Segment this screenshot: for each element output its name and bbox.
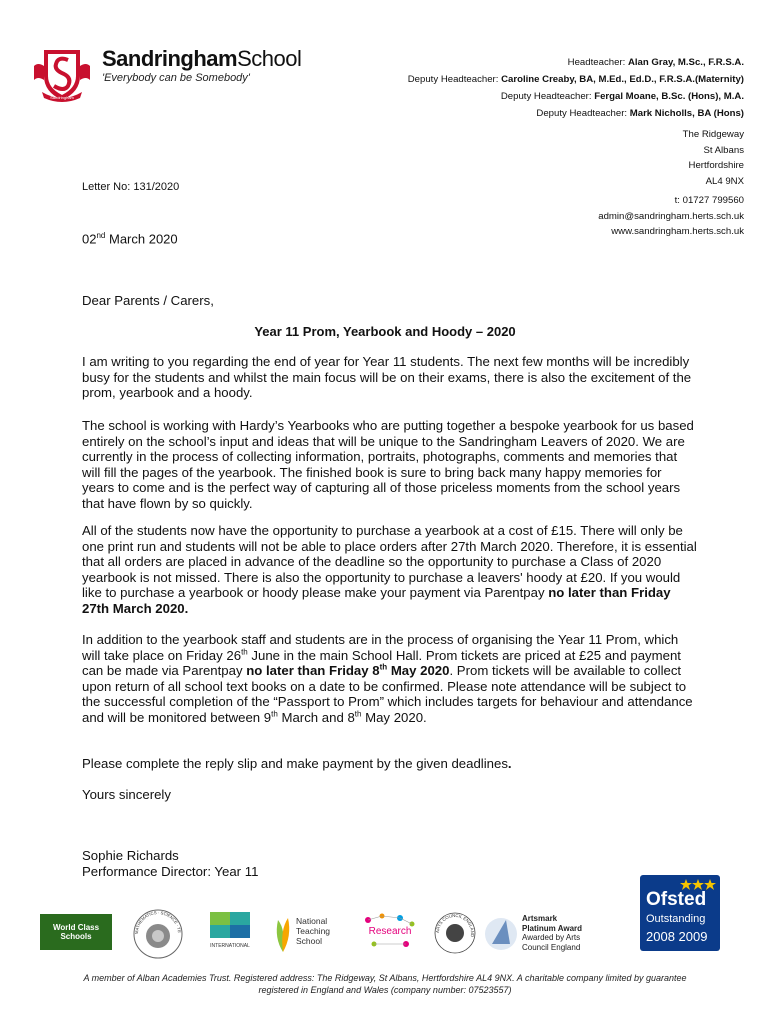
staff-role: Deputy Headteacher: xyxy=(500,91,592,102)
ofsted-name: Ofsted xyxy=(646,889,707,910)
school-crest-logo xyxy=(30,46,94,104)
staff-deputy-3 xyxy=(408,105,744,122)
artsmark-title: Artsmark xyxy=(522,914,558,923)
prom-text: June in the main School Hall. Prom tickets are priced at £25 and payment can be made via Parentpay xyxy=(82,647,681,679)
world-class-label: World Class Schools xyxy=(52,923,100,941)
artsmark-awarded-by: Awarded by Arts xyxy=(522,933,581,942)
staff-deputy-1 xyxy=(408,71,744,88)
ofsted-outstanding-logo xyxy=(640,875,720,951)
ofsted-years: 2008 2009 xyxy=(646,929,708,944)
signatory-title: Performance Director: Year 11 xyxy=(82,863,259,879)
paragraph-intro: I am writing to you regarding the end of year for Year 11 students. The next few months will be incredibly busy for the students and whilst the main focus will be on their exams, there is also the excitement of the prom, yearbook and a hoody. xyxy=(82,354,692,401)
school-address xyxy=(683,127,744,189)
research-label: Research xyxy=(368,926,412,937)
date-day: 02 xyxy=(82,231,97,247)
footer-note-line: registered in England and Wales (company number: 07523557) xyxy=(258,985,512,995)
letter-date xyxy=(82,231,178,246)
staff-name: Alan Gray, M.Sc., F.R.S.A. xyxy=(627,57,744,68)
prom-deadline-text: no later than Friday 8 xyxy=(246,663,380,679)
date-rest: March 2020 xyxy=(105,231,178,247)
staff-deputy-2 xyxy=(408,88,744,105)
intl-label: INTERNATIONAL xyxy=(210,943,250,949)
phone-number: t: 01727 799560 xyxy=(674,195,744,206)
artsmark-sail-icon xyxy=(484,914,518,954)
purchase-deadline: no later than Friday 27th March 2020. xyxy=(82,585,671,616)
signature-block xyxy=(82,848,697,879)
world-class-schools-logo xyxy=(40,914,112,950)
address-line: AL4 9NX xyxy=(705,175,744,187)
school-name xyxy=(102,46,301,72)
school-contact xyxy=(598,193,744,240)
signatory-name: Sophie Richards xyxy=(82,848,179,863)
date-suffix: nd xyxy=(96,231,106,240)
arts-council-logo xyxy=(434,912,476,954)
ntsc-text xyxy=(296,916,330,946)
reply-text: Please complete the reply slip and make payment by the given deadlines xyxy=(82,756,508,771)
prom-deadline-text: May 2020 xyxy=(387,663,450,679)
reply-period: . xyxy=(507,756,512,771)
address-line: Hertfordshire xyxy=(688,160,744,171)
prom-text: March and 8 xyxy=(277,709,355,725)
maths-science-technology-logo xyxy=(132,908,184,960)
staff-name: Mark Nicholls, BA (Hons) xyxy=(629,108,744,119)
ntsc-line: National xyxy=(296,916,328,926)
artsmark-subtitle: Platinum Award xyxy=(522,923,583,933)
website-link[interactable]: www.sandringham.herts.sch.uk xyxy=(611,226,744,237)
closing: Yours sincerely xyxy=(82,787,171,802)
email-address[interactable]: admin@sandringham.herts.sch.uk xyxy=(598,210,744,222)
footer-note-line: A member of Alban Academies Trust. Registered address: The Ridgeway, St Albans, Hertfordshire AL4 9NX. A charitable company limited by guarantee xyxy=(83,973,687,983)
staff-role: Deputy Headteacher: xyxy=(407,74,499,85)
artsmark-platinum-logo xyxy=(484,912,594,956)
ntsc-line: School xyxy=(296,936,322,946)
artsmark-text xyxy=(522,914,582,952)
maths-arc-text: MATHEMATICS · SCIENCE · TE xyxy=(133,909,182,935)
ordinal-suffix: th xyxy=(271,709,278,719)
footer-registration-note xyxy=(0,972,770,996)
school-name-bold: Sandringham xyxy=(102,46,238,71)
staff-name: Caroline Creaby, BA, M.Ed., Ed.D., F.R.S.A.(Maternity) xyxy=(501,74,744,85)
crest-banner-text: Sandringham xyxy=(50,95,74,100)
address-line: St Albans xyxy=(703,144,744,156)
staff-role: Headteacher: xyxy=(567,57,626,68)
prom-text: . Prom tickets will be available to collect upon return of all school text books on a date to be confirmed. Please note attendance will be subject to the successful completion of the “Passport to Prom” which includes targets for behaviour and attendance and will be monitored between 9 xyxy=(82,663,693,725)
paragraph-yearbook: The school is working with Hardy’s Yearbooks who are putting together a bespoke yearbook for us based entirely on the school’s input and ideas that will be unique to the Sandringham Leavers of 2020. We are currently in the process of collecting information, portraits, photographs, comments and memories that will fill the pages of the yearbook. The finished book is sure to bring back many happy memories for years to come and is the perfect way of capturing all of those priceless moments from the school years that have flown by so quickly. xyxy=(82,418,694,511)
letter-number: Letter No: 131/2020 xyxy=(82,181,180,193)
ordinal-suffix: th xyxy=(379,662,388,672)
staff-role: Deputy Headteacher: xyxy=(536,108,628,119)
staff-name: Fergal Moane, B.Sc. (Hons), M.A. xyxy=(594,91,744,102)
staff-headteacher xyxy=(408,54,744,71)
research-school-logo xyxy=(360,910,420,952)
paragraph-reply xyxy=(82,756,697,772)
school-name-light: School xyxy=(237,46,302,71)
address-line: The Ridgeway xyxy=(682,129,744,140)
ordinal-suffix: th xyxy=(241,647,248,657)
ofsted-grade: Outstanding xyxy=(646,913,706,925)
school-motto: 'Everybody can be Somebody' xyxy=(102,72,250,84)
paragraph-prom xyxy=(82,632,697,726)
salutation: Dear Parents / Carers, xyxy=(82,293,214,308)
national-teaching-school-logo xyxy=(272,912,342,954)
prom-deadline xyxy=(246,663,449,678)
leaf-icon xyxy=(272,912,294,954)
prom-text: In addition to the yearbook staff and students are in the process of organising the Year 11 Prom, which will take place on Friday 26 xyxy=(82,632,679,663)
letter-subject: Year 11 Prom, Yearbook and Hoody – 2020 xyxy=(254,324,516,339)
ordinal-suffix: th xyxy=(354,709,362,719)
paragraph-purchase xyxy=(82,523,697,617)
ntsc-line: Teaching xyxy=(296,926,331,936)
international-school-award-logo xyxy=(206,910,254,952)
prom-text: May 2020. xyxy=(361,709,427,725)
artsmark-awarded-by: Council England xyxy=(522,942,581,952)
arts-council-text: ARTS COUNCIL ENGLAND xyxy=(434,912,476,938)
staff-list xyxy=(408,54,744,122)
purchase-text: All of the students now have the opportunity to purchase a yearbook at a cost of £15. There will only be one print run and students will not be able to place orders after 27th March 2020. Therefore, it is essential that all orders are placed in advance of the deadline so the opportunity to purchase a Class of 2020 yearbook is not missed. There is also the opportunity to purchase a leavers' hoody at £20. If you would like to purchase a yearbook or hoody please make your payment via Parentpay xyxy=(82,523,697,601)
